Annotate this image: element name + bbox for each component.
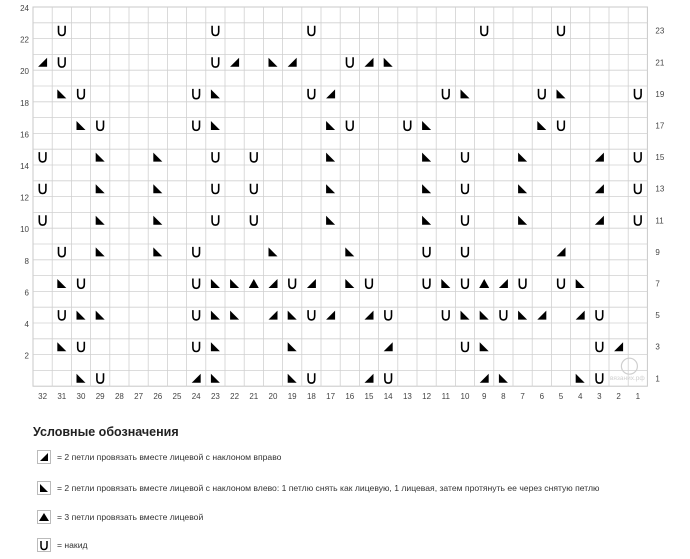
- row-label-left: 8: [24, 256, 29, 266]
- column-label: 16: [345, 392, 355, 402]
- row-label-right: 19: [655, 89, 665, 99]
- column-label: 32: [38, 392, 48, 402]
- column-label: 22: [230, 392, 240, 402]
- legend-item-k2tog-right: [37, 450, 281, 464]
- column-label: 20: [268, 392, 278, 402]
- row-label-left: 24: [20, 4, 29, 13]
- column-label: 17: [326, 392, 336, 402]
- row-label-left: 14: [20, 162, 29, 171]
- column-label: 15: [364, 392, 374, 402]
- ssk-left-icon: [37, 481, 51, 495]
- column-label: 11: [441, 392, 450, 402]
- legend-item-ssk-left: [37, 481, 600, 495]
- column-label: 8: [501, 392, 506, 402]
- row-label-left: 6: [24, 288, 29, 298]
- column-label: 24: [191, 392, 201, 402]
- column-label: 4: [577, 392, 583, 402]
- column-label: 3: [597, 392, 602, 402]
- column-label: 26: [153, 392, 163, 402]
- column-label: 14: [383, 392, 393, 402]
- legend-item-yarn-over: [37, 538, 88, 552]
- column-label: 31: [57, 392, 67, 402]
- row-label-left: 4: [24, 320, 29, 329]
- column-label: 6: [539, 392, 545, 402]
- column-label: 9: [481, 392, 487, 402]
- legend-text: = накид: [57, 540, 88, 550]
- column-label: 28: [114, 392, 124, 402]
- column-label: 2: [616, 392, 621, 402]
- row-label-right: 11: [655, 216, 664, 226]
- column-label: 30: [76, 392, 86, 402]
- row-label-right: 9: [655, 247, 660, 257]
- row-label-left: 20: [20, 67, 29, 77]
- k3tog-icon: [37, 510, 51, 524]
- column-label: 19: [287, 392, 297, 402]
- legend-text: = 2 петли провязать вместе лицевой с наклоном влево: 1 петлю снять как лицевую, 1 лицевая, затем протянуть ее через снятую петлю: [57, 483, 600, 493]
- yarn-over-icon: [37, 538, 51, 552]
- row-label-right: 3: [655, 342, 660, 352]
- row-label-right: 23: [655, 26, 665, 36]
- column-label: 5: [558, 392, 564, 402]
- column-label: 10: [460, 392, 470, 402]
- column-label: 29: [95, 392, 105, 402]
- column-label: 7: [520, 392, 525, 402]
- row-label-right: 15: [655, 153, 665, 163]
- legend-text: = 2 петли провязать вместе лицевой с наклоном вправо: [57, 452, 282, 462]
- column-label: 27: [134, 392, 144, 402]
- row-label-right: 7: [655, 279, 660, 289]
- column-label: 18: [306, 392, 316, 402]
- column-label: 12: [422, 392, 432, 402]
- column-label: 23: [210, 392, 220, 402]
- row-label-left: 16: [20, 130, 29, 140]
- row-label-left: 10: [20, 225, 29, 235]
- row-label-left: 18: [20, 98, 29, 108]
- watermark-text: вязаниx.рф: [610, 375, 645, 383]
- column-label: 25: [172, 392, 182, 402]
- legend-item-k3tog: [37, 510, 203, 524]
- legend-text: = 3 петли провязать вместе лицевой: [57, 512, 204, 522]
- row-label-left: 12: [20, 193, 29, 203]
- column-label: 21: [249, 392, 259, 402]
- row-label-right: 13: [655, 184, 665, 194]
- row-label-right: 17: [655, 121, 665, 131]
- row-label-left: 2: [24, 351, 29, 361]
- legend-title: Условные обозначения: [33, 425, 179, 439]
- column-label: 13: [402, 392, 412, 402]
- k2tog-right-icon: [37, 450, 51, 464]
- legend: [33, 425, 683, 550]
- row-label-right: 5: [655, 311, 660, 321]
- row-label-right: 21: [655, 58, 665, 68]
- row-label-right: 1: [655, 374, 660, 384]
- row-label-left: 22: [20, 35, 29, 45]
- column-label: 1: [635, 392, 641, 402]
